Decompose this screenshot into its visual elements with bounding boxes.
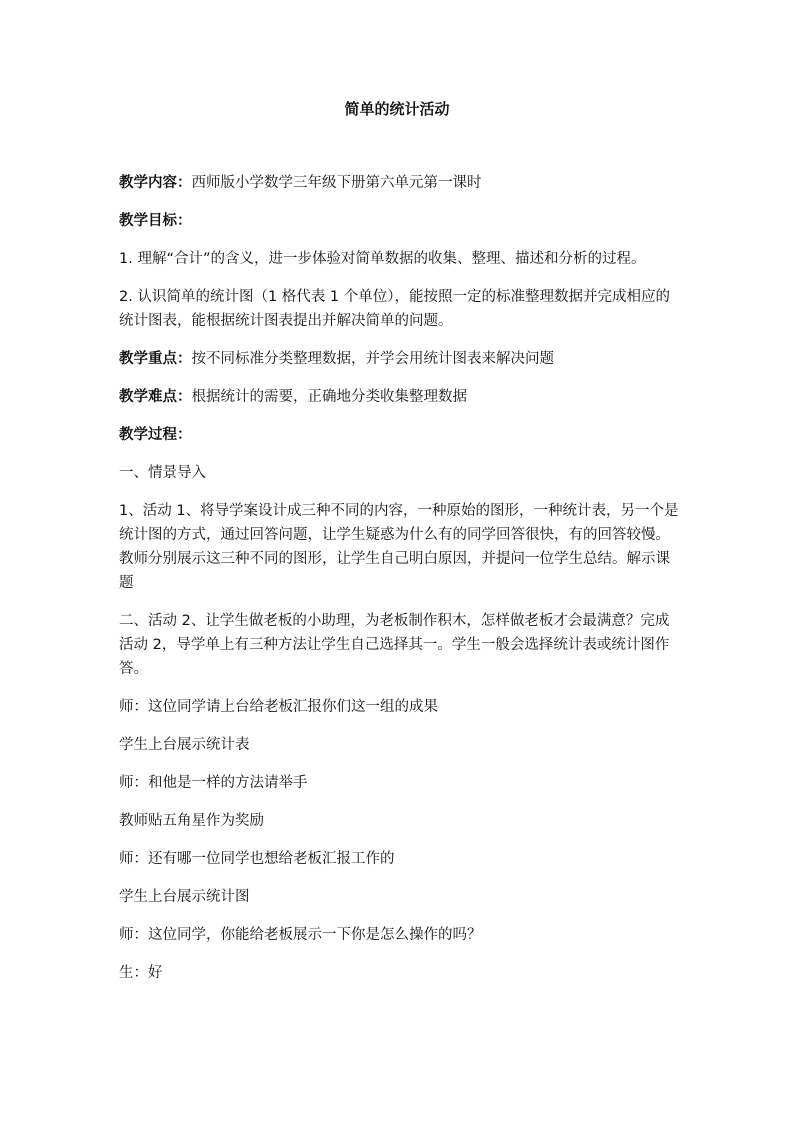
document-title: 简单的统计活动 [344, 100, 450, 118]
activity-paragraph-2: 二、活动 2、让学生做老板的小助理，为老板制作积木，怎样做老板才会最满意？完成活动 2，导学单上有三种方法让学生自己选择其一。学生一般会选择统计表或统计图作答。 [119, 613, 670, 677]
activity-paragraph-1: 1、活动 1、将导学案设计成三种不同的内容，一种原始的图形，一种统计表，另一个是统计图的方式，通过回答问题，让学生疑惑为什么有的同学回答很快，有的回答较慢。教师分别展示这三种不同的图形，让学生自己明白原因，并提问一位学生总结。解示课题 [119, 503, 679, 591]
teaching-difficulties [119, 385, 679, 409]
difficulties-label: 教学难点： [119, 389, 192, 405]
teaching-goals-label: 教学目标： [119, 213, 192, 229]
goal-item-1: 1. 理解“合计”的含义，进一步体验对简单数据的收集、整理、描述和分析的过程。 [119, 251, 646, 267]
dialogue-line-7: 师：这位同学，你能给老板展示一下你是怎么操作的吗？ [119, 927, 482, 943]
teaching-content-value: 西师版小学数学三年级下册第六单元第一课时 [191, 175, 482, 191]
teaching-content-label: 教学内容： [119, 175, 192, 191]
dialogue-line-8: 生：好 [119, 965, 163, 981]
teaching-goals-heading [119, 209, 679, 233]
dialogue-line-2: 学生上台展示统计表 [119, 737, 250, 753]
teaching-process-heading [119, 423, 679, 447]
key-points-label: 教学重点： [119, 351, 192, 367]
goal-item-2: 2. 认识简单的统计图（1 格代表 1 个单位），能按照一定的标准整理数据并完成相应的统计图表，能根据统计图表提出并解决简单的问题。 [119, 289, 670, 329]
difficulties-value: 根据统计的需要，正确地分类收集整理数据 [191, 389, 467, 405]
dialogue-line-4: 教师贴五角星作为奖励 [119, 813, 264, 829]
document-body [119, 171, 679, 999]
process-label: 教学过程： [119, 427, 192, 443]
dialogue-line-3: 师：和他是一样的方法请举手 [119, 775, 308, 791]
section-heading-1: 一、情景导入 [119, 465, 206, 481]
dialogue-line-5: 师：还有哪一位同学也想给老板汇报工作的 [119, 851, 395, 867]
key-points-value: 按不同标准分类整理数据，并学会用统计图表来解决问题 [191, 351, 554, 367]
dialogue-line-6: 学生上台展示统计图 [119, 889, 250, 905]
dialogue-line-1: 师：这位同学请上台给老板汇报你们这一组的成果 [119, 699, 438, 715]
teaching-content [119, 171, 679, 195]
teaching-key-points [119, 347, 679, 371]
